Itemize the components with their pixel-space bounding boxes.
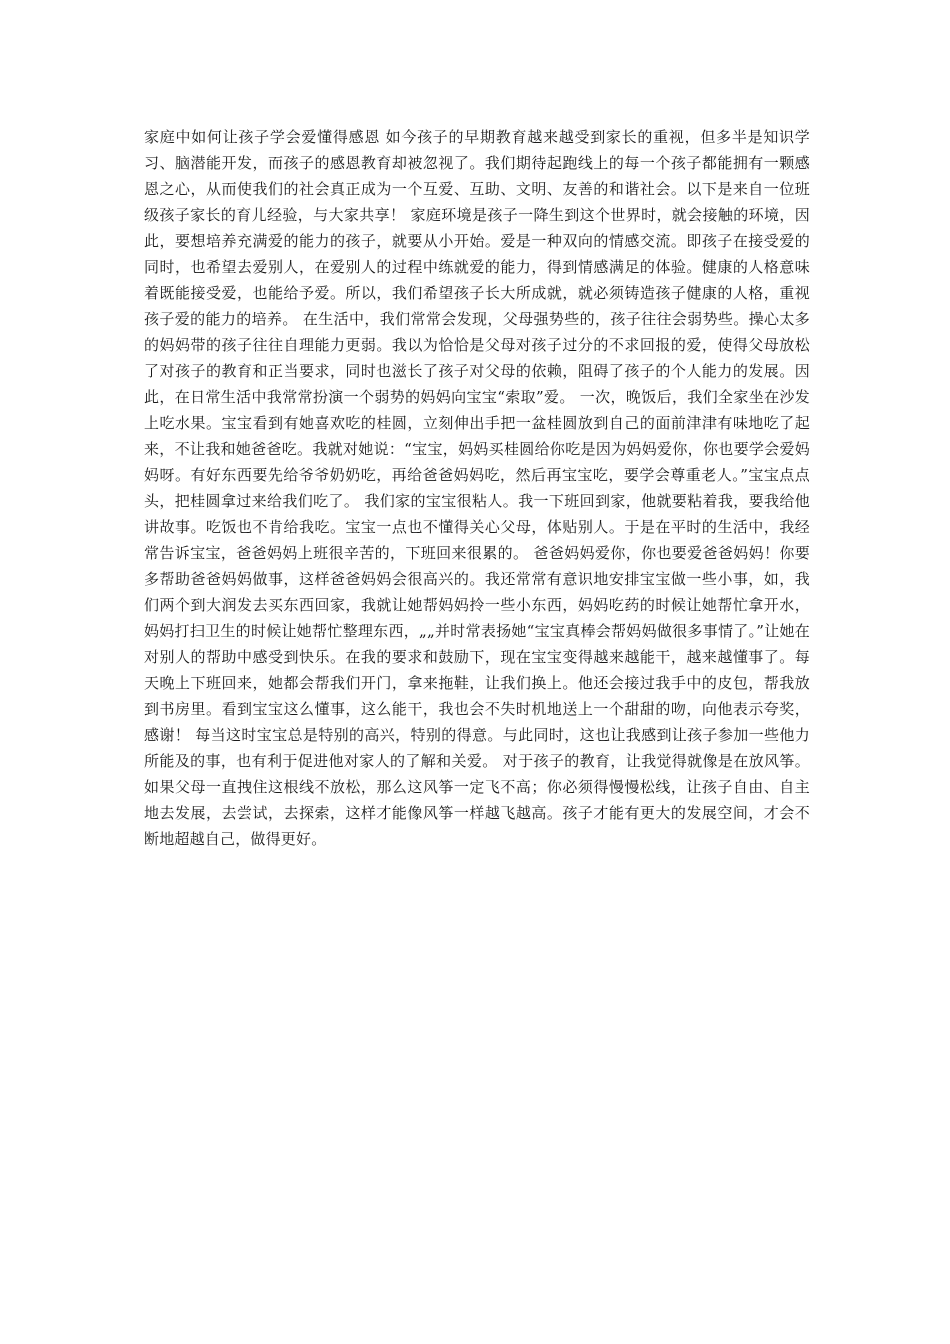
document-body-text: 家庭中如何让孩子学会爱懂得感恩 如今孩子的早期教育越来越受到家长的重视，但多半是知识学习、脑潜能开发，而孩子的感恩教育却被忽视了。我们期待起跑线上的每一个孩子都能拥有一颗感恩之心，从而使我们的社会真正成为一个互爱、互助、文明、友善的和谐社会。以下是来自一位班级孩子家长的育儿经验，与大家共享！ 家庭环境是孩子一降生到这个世界时，就会接触的环境，因此，要想培养充满爱的能力的孩子，就要从小开始。爱是一种双向的情感交流。即孩子在接受爱的同时，也希望去爱别人，在爱别人的过程中练就爱的能力，得到情感满足的体验。健康的人格意味着既能接受爱，也能给予爱。所以，我们希望孩子长大所成就，就必须铸造孩子健康的人格，重视孩子爱的能力的培养。 在生活中，我们常常会发现，父母强势些的，孩子往往会弱势些。操心太多的妈妈带的孩子往往自理能力更弱。我以为恰恰是父母对孩子过分的不求回报的爱，使得父母放松了对孩子的教育和正当要求，同时也滋长了孩子对父母的依赖，阻碍了孩子的个人能力的发展。因此，在日常生活中我常常扮演一个弱势的妈妈向宝宝“索取”爱。 一次，晚饭后，我们全家坐在沙发上吃水果。宝宝看到有她喜欢吃的桂圆，立刻伸出手把一盆桂圆放到自己的面前津津有味地吃了起来，不让我和她爸爸吃。我就对她说：“宝宝，妈妈买桂圆给你吃是因为妈妈爱你，你也要学会爱妈妈呀。有好东西要先给爷爷奶奶吃，再给爸爸妈妈吃，然后再宝宝吃，要学会尊重老人。”宝宝点点头，把桂圆拿过来给我们吃了。 我们家的宝宝很粘人。我一下班回到家，他就要粘着我，要我给他讲故事。吃饭也不肯给我吃。宝宝一点也不懂得关心父母，体贴别人。于是在平时的生活中，我经常告诉宝宝，爸爸妈妈上班很辛苦的，下班回来很累的。 爸爸妈妈爱你，你也要爱爸爸妈妈！你要多帮助爸爸妈妈做事，这样爸爸妈妈会很高兴的。我还常常有意识地安排宝宝做一些小事，如，我们两个到大润发去买东西回家，我就让她帮妈妈拎一些小东西，妈妈吃药的时候让她帮忙拿开水，妈妈打扫卫生的时候让她帮忙整理东西，„„并时常表扬她“宝宝真棒会帮妈妈做很多事情了。”让她在对别人的帮助中感受到快乐。在我的要求和鼓励下，现在宝宝变得越来越能干，越来越懂事了。每天晚上下班回来，她都会帮我们开门，拿来拖鞋，让我们换上。他还会接过我手中的皮包，帮我放到书房里。看到宝宝这么懂事，这么能干，我也会不失时机地送上一个甜甜的吻，向他表示夸奖，感谢！ 每当这时宝宝总是特别的高兴，特别的得意。与此同时，这也让我感到让孩子参加一些他力所能及的事，也有利于促进他对家人的了解和关爱。 对于孩子的教育，让我觉得就像是在放风筝。如果父母一直拽住这根线不放松，那么这风筝一定飞不高；你必须得慢慢松线，让孩子自由、自主地去发展，去尝试，去探索，这样才能像风筝一样越飞越高。孩子才能有更大的发展空间，才会不断地超越自己，做得更好。 [144,128,810,848]
